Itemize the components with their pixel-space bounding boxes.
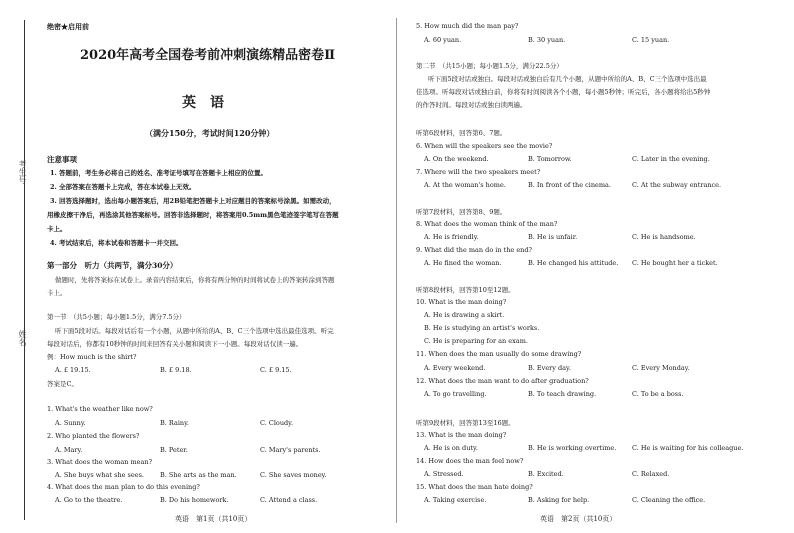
q13-option-c: C. He is waiting for his colleague. [632, 444, 744, 452]
example-question: 例：How much is the shirt? [47, 353, 137, 361]
note-line: 卡上。 [47, 225, 67, 233]
material-8-heading: 听第8段材料，回答第10至12题。 [416, 286, 515, 294]
material-6-heading: 听第6段材料，回答第6、7题。 [416, 129, 507, 137]
question-1: 1. What's the weather like now? [47, 405, 153, 413]
q5-option-a: A. 60 yuan. [424, 36, 462, 44]
q8-option-a: A. He is friendly. [424, 233, 479, 241]
notes-title: 注意事项 [47, 155, 77, 164]
question-14: 14. How does the man feel now? [416, 457, 524, 465]
q3-option-c: C. She saves money. [260, 471, 327, 479]
note-line: 1. 答题前，考生务必将自己的姓名、准考证号填写在答题卡上相应的位置。 [50, 169, 268, 177]
q3-option-a: A. She buys what she sees. [55, 471, 144, 479]
question-12: 12. What does the man want to do after graduation? [416, 377, 589, 385]
q10-option-b: B. He is studying an artist's works. [424, 324, 540, 332]
part1-desc: 卡上。 [47, 289, 67, 297]
subject-title: 英 语 [182, 95, 224, 111]
note-line: 3. 回答选择题时，选出每小题答案后，用2B铅笔把答题卡上对应题目的答案标号涂黑。如需改动， [50, 197, 336, 205]
example-answer: 答案是C。 [47, 380, 78, 388]
question-9: 9. What did the man do in the end? [416, 246, 533, 254]
question-7: 7. Where will the two speakers meet? [416, 168, 541, 176]
section1-desc: 听下面5段对话。每段对话后有一个小题，从题中所给的A、B、C三个选项中选出最佳选项。听完 [55, 327, 334, 335]
q12-option-a: A. To go travelling. [424, 390, 487, 398]
q7-option-c: C. At the subway entrance. [632, 181, 722, 189]
q14-option-c: C. Relaxed. [632, 470, 670, 478]
exam-title: 2020年高考全国卷考前冲刺演练精品密卷Ⅱ [80, 48, 336, 63]
example-option-a: A. £ 19.15. [55, 366, 91, 374]
secret-label: 绝密★启用前 [47, 22, 89, 31]
q10-option-a: A. He is drawing a skirt. [424, 311, 505, 319]
q15-option-b: B. Asking for help. [528, 496, 590, 504]
q11-option-b: B. Every day. [528, 364, 571, 372]
question-4: 4. What does the man plan to do this evening? [47, 483, 200, 491]
page-footer-left: 英语 第1页（共10页） [175, 515, 252, 523]
q8-option-c: C. He is handsome. [632, 233, 696, 241]
q4-option-b: B. Do his homework. [160, 496, 229, 504]
section1-title: 第一节 （共5小题；每小题1.5分，满分7.5分） [47, 313, 186, 321]
q13-option-a: A. He is on duty. [424, 444, 478, 452]
q10-option-c: C. He is preparing for an exam. [424, 337, 528, 345]
note-line: 2. 全部答案在答题卡上完成，答在本试卷上无效。 [50, 183, 196, 191]
note-line: 4. 考试结束后，将本试卷和答题卡一并交回。 [50, 239, 183, 247]
q13-option-b: B. He is working overtime. [528, 444, 617, 452]
section1-desc: 每段对话后，你都有10秒钟的时间来回答有关小题和阅读下一小题。每段对话仅读一遍。 [47, 340, 303, 348]
side-label-name: 姓名 [18, 330, 27, 346]
question-5: 5. How much did the man pay? [416, 22, 519, 30]
q2-option-a: A. Mary. [55, 446, 83, 454]
q6-option-b: B. Tomorrow. [528, 155, 572, 163]
question-8: 8. What does the woman think of the man? [416, 220, 558, 228]
q1-option-c: C. Cloudy. [260, 419, 294, 427]
q11-option-c: C. Every Monday. [632, 364, 690, 372]
q9-option-b: B. He changed his attitude. [528, 259, 619, 267]
part1-title: 第一部分 听力（共两节，满分30分） [47, 261, 178, 270]
q9-option-c: C. He bought her a ticket. [632, 259, 718, 267]
question-15: 15. What does the man hate doing? [416, 483, 533, 491]
binding-line [24, 20, 25, 520]
section2-desc: 的作答时间。每段对话或独白读两遍。 [416, 101, 527, 109]
q6-option-a: A. On the weekend. [424, 155, 489, 163]
q9-option-a: A. He fined the woman. [424, 259, 502, 267]
q5-option-b: B. 30 yuan. [528, 36, 566, 44]
q4-option-a: A. Go to the theatre. [55, 496, 123, 504]
q5-option-c: C. 15 yuan. [632, 36, 670, 44]
q12-option-b: B. To teach drawing. [528, 390, 597, 398]
part1-desc: 做题时，先将答案标在试卷上。录音内容结束后，你将有两分钟的时间将试卷上的答案转涂到答题 [55, 276, 335, 284]
question-2: 2. Who planted the flowers? [47, 432, 140, 440]
score-info: （满分150分，考试时间120分钟） [145, 128, 275, 138]
q14-option-a: A. Stressed. [424, 470, 464, 478]
page-footer-right: 英语 第2页（共10页） [540, 515, 617, 523]
q6-option-c: C. Later in the evening. [632, 155, 710, 163]
material-9-heading: 听第9段材料，回答第13至16题。 [416, 419, 515, 427]
side-label-exam-number: 考生号 [18, 160, 27, 184]
example-option-b: B. £ 9.18. [160, 366, 192, 374]
q4-option-c: C. Attend a class. [260, 496, 318, 504]
q11-option-a: A. Every weekend. [424, 364, 486, 372]
q8-option-b: B. He is unfair. [528, 233, 578, 241]
q1-option-a: A. Sunny. [55, 419, 86, 427]
q1-option-b: B. Rainy. [160, 419, 189, 427]
material-7-heading: 听第7段材料，回答第8、9题。 [416, 208, 507, 216]
section2-desc: 听下面5段对话或独白。每段对话或独白后有几个小题，从题中所给的A、B、C三个选项中选出最 [428, 75, 707, 83]
note-line: 用橡皮擦干净后，再选涂其他答案标号。回答非选择题时，将答案用0.5mm黑色笔迹签字笔写在答题 [47, 211, 339, 219]
section2-desc: 佳选项。听每段对话或独白前，你将有时间阅读各个小题，每小题5秒钟；听完后，各小题将给出5秒钟 [416, 88, 711, 96]
section2-title: 第二节 （共15小题；每小题1.5分，满分22.5分） [416, 62, 563, 70]
example-option-c: C. £ 9.15. [260, 366, 292, 374]
q2-option-b: B. Peter. [160, 446, 188, 454]
question-11: 11. When does the man usually do some drawing? [416, 350, 582, 358]
q7-option-b: B. In front of the cinema. [528, 181, 611, 189]
q15-option-a: A. Taking exercise. [424, 496, 487, 504]
question-6: 6. When will the speakers see the movie? [416, 142, 553, 150]
question-3: 3. What does the woman mean? [47, 458, 153, 466]
page-divider [396, 18, 397, 523]
q12-option-c: C. To be a boss. [632, 390, 684, 398]
question-13: 13. What is the man doing? [416, 431, 507, 439]
question-10: 10. What is the man doing? [416, 298, 507, 306]
q14-option-b: B. Excited. [528, 470, 564, 478]
q3-option-b: B. She arts as the man. [160, 471, 237, 479]
q7-option-a: A. At the woman's home. [424, 181, 506, 189]
q15-option-c: C. Cleaning the office. [632, 496, 706, 504]
q2-option-c: C. Mary's parents. [260, 446, 321, 454]
